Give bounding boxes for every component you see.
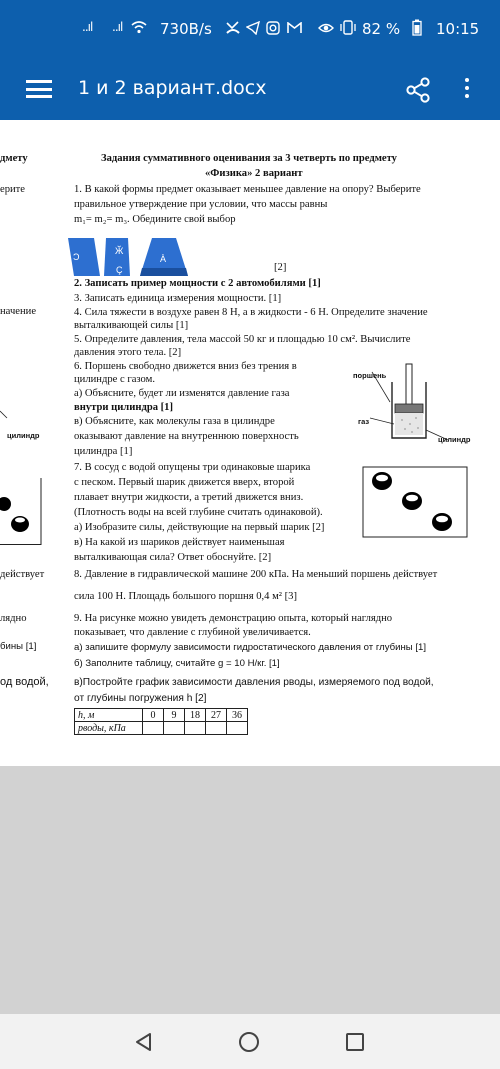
- question-6-line: а) Объясните, будет ли изменятся давление газа: [74, 388, 290, 399]
- table-cell: [185, 722, 206, 735]
- shape-label: À: [160, 254, 167, 264]
- telegram-icon: [246, 21, 260, 35]
- figure-label-gas: газ: [358, 417, 370, 426]
- table-cell: 9: [164, 709, 185, 722]
- table-cell: [143, 722, 164, 735]
- wifi-icon: [131, 20, 147, 34]
- question-4-line: выталкивающей силы [1]: [74, 320, 189, 331]
- table-cell: [227, 722, 248, 735]
- gmail-icon: [287, 22, 302, 34]
- question-7-line: 7. В сосуд с водой опущены три одинаковые шарика: [74, 462, 311, 473]
- question-1-line: правильное утверждение при условии, что массы равны: [74, 199, 328, 210]
- battery-percent: 82 %: [362, 20, 401, 38]
- document-title: 1 и 2 вариант.docx: [78, 77, 267, 99]
- question-9-line: от глубины погружения h [2]: [74, 693, 207, 704]
- vibrate-icon: [340, 20, 356, 35]
- question-7-line: а) Изобразите силы, действующие на первый шарик [2]: [74, 522, 325, 533]
- q1-shapes-figure: [66, 236, 192, 278]
- question-7-line: выталкивающая сила? Ответ обоснуйте. [2]: [74, 552, 272, 563]
- question-8-line: 8. Давление в гидравлической машине 200 кПа. На меньший поршень действует: [74, 569, 438, 580]
- instagram-icon: [266, 21, 280, 35]
- question-5-line: 5. Определите давления, тела массой 50 кг и площадью 10 см². Вычислите: [74, 334, 411, 345]
- battery-icon: [412, 19, 422, 36]
- app-bar: [0, 58, 500, 120]
- question-8-line: сила 100 Н. Площадь большого поршня 0,4 м² [3]: [74, 591, 297, 602]
- figure-label-cylinder: цилиндр: [438, 435, 471, 444]
- doc-subheading: «Физика» 2 вариант: [205, 168, 303, 179]
- question-6-line: 6. Поршень свободно движется вниз без трения в: [74, 361, 297, 372]
- network-speed: 730B/s: [160, 20, 212, 38]
- left-fragment: действует: [0, 569, 45, 580]
- question-6-line: в) Объясните, как молекулы газа в цилиндре: [74, 416, 275, 427]
- status-bar: [0, 0, 500, 58]
- document-page: [0, 120, 500, 766]
- left-fragment: бины [1]: [0, 641, 37, 652]
- question-9-line: б) Заполните таблицу, считайте g = 10 Н/кг. [1]: [74, 658, 280, 669]
- question-4-line: 4. Сила тяжести в воздухе равен 8 Н, а в жидкости - 6 Н. Определите значение: [74, 307, 428, 318]
- left-fragment: лядно: [0, 613, 27, 624]
- left-fragment: дмету: [0, 153, 28, 164]
- question-9-line: 9. На рисунке можно увидеть демонстрацию опыта, который наглядно: [74, 613, 393, 624]
- shape-label: Ͻ: [73, 252, 80, 262]
- hamburger-icon[interactable]: [26, 80, 52, 98]
- question-7-line: с песком. Первый шарик движется вверх, второй: [74, 477, 295, 488]
- question-7-line: плавает внутри жидкости, а третий движется вниз.: [74, 492, 304, 503]
- question-3: 3. Записать единица измерения мощности. [1]: [74, 293, 282, 304]
- eye-icon: [318, 21, 334, 35]
- missed-call-icon: [226, 21, 240, 35]
- figure-label-piston: поршень: [353, 371, 387, 380]
- question-1-line: 1. В какой формы предмет оказывает меньшее давление на опору? Выберите: [74, 184, 421, 195]
- table-row: [75, 709, 248, 722]
- left-vessel-figure: [0, 478, 44, 546]
- table-cell: 36: [227, 709, 248, 722]
- signal-strength-2-icon: ..ıl: [112, 20, 123, 34]
- table-header-cell: h, м: [75, 709, 143, 722]
- question-9-line: в)Постройте график зависимости давления pводы, измеряемого под водой,: [74, 677, 434, 688]
- left-fragment: ерите: [0, 184, 25, 195]
- back-triangle-icon[interactable]: [134, 1032, 154, 1052]
- table-cell: 27: [206, 709, 227, 722]
- depth-pressure-table: [74, 708, 248, 735]
- question-9-line: показывает, что давление с глубиной увеличивается.: [74, 627, 311, 638]
- left-fragment: од водой,: [0, 676, 49, 688]
- table-cell: [164, 722, 185, 735]
- table-row: [75, 722, 248, 735]
- shape-label: Ç: [116, 265, 123, 275]
- question-1-line: m₁= m₂= m₃. Обедините свой выбор: [74, 214, 236, 225]
- left-fragment: цилиндр: [7, 431, 40, 440]
- left-leader-line: [0, 410, 8, 420]
- question-5-line: давления этого тела. [2]: [74, 347, 182, 358]
- question-7-line: (Плотность воды на всей глубине считать одинаковой).: [74, 507, 323, 518]
- table-header-cell: pводы, кПа: [75, 722, 143, 735]
- recents-square-icon[interactable]: [345, 1032, 365, 1052]
- shape-label: Ӂ: [115, 246, 124, 256]
- question-2: 2. Записать пример мощности с 2 автомобилями [1]: [74, 278, 321, 289]
- left-fragment: начение: [0, 306, 37, 317]
- question-9-line: а) запишите формулу зависимости гидростатического давления от глубины [1]: [74, 642, 426, 653]
- clock: 10:15: [436, 20, 480, 38]
- question-6-line: оказывают давление на внутреннюю поверхность: [74, 431, 299, 442]
- table-cell: 0: [143, 709, 164, 722]
- doc-heading: Задания суммативного оценивания за 3 четверть по предмету: [101, 153, 397, 164]
- question-6-line: цилиндре с газом.: [74, 374, 155, 385]
- balls-in-water-figure: [362, 466, 470, 540]
- more-vert-icon[interactable]: [462, 78, 472, 102]
- signal-strength-1-icon: ..ıl: [82, 20, 93, 34]
- question-6-line: цилиндра [1]: [74, 446, 133, 457]
- table-cell: [206, 722, 227, 735]
- home-circle-icon[interactable]: [238, 1031, 260, 1053]
- question-6-line: внутри цилиндра [1]: [74, 402, 174, 413]
- question-1-score: [2]: [274, 262, 287, 273]
- share-icon[interactable]: [404, 76, 432, 104]
- question-7-line: в) На какой из шариков действует наименьшая: [74, 537, 285, 548]
- table-cell: 18: [185, 709, 206, 722]
- navigation-bar: [0, 1014, 500, 1069]
